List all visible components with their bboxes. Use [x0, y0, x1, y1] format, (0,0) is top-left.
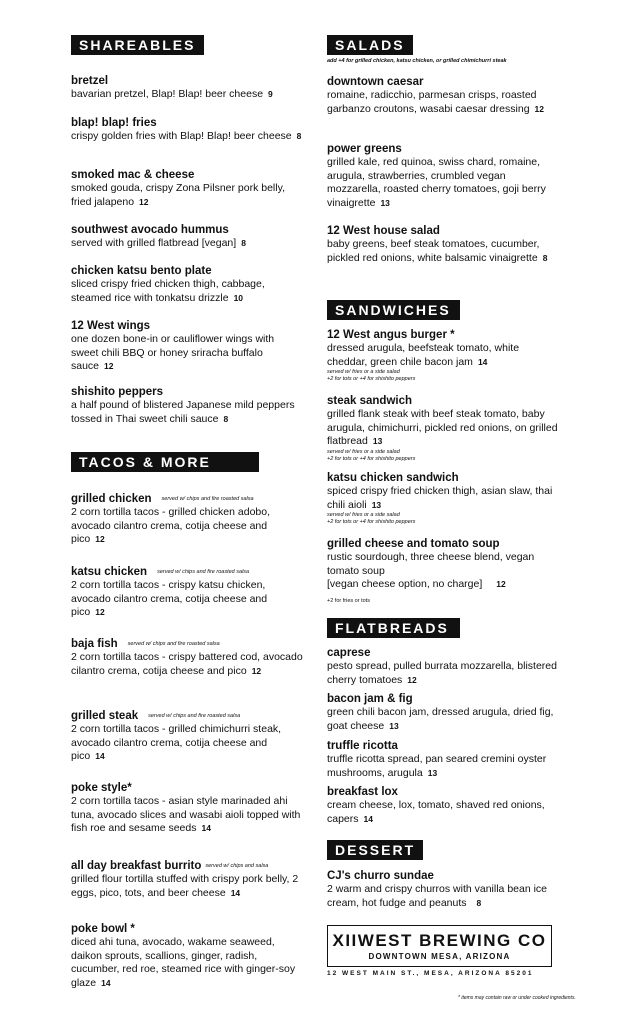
item-desc: grilled flank steak with beef steak tomato, baby arugula, chimichurri, pickled red onions, on grilled flatbread 13	[327, 408, 558, 447]
item-price: 14	[95, 751, 105, 762]
item-note: served w/ fries or a side salad	[327, 448, 400, 455]
menu-item	[71, 492, 303, 547]
item-price: 9	[268, 89, 273, 99]
item-name: bacon jam & fig	[327, 693, 413, 705]
item-name: chicken katsu bento plate	[71, 265, 212, 277]
item-name: grilled chicken served w/ chips and fire roasted salsa	[71, 493, 254, 506]
menu-item	[71, 922, 303, 990]
item-desc: baby greens, beef steak tomatoes, cucumber, pickled red onions, white balsamic vinaigrette 8	[327, 238, 548, 264]
item-price: 12	[139, 196, 149, 207]
item-note: served w/ chips and salsa	[205, 863, 269, 869]
item-name: southwest avocado hummus	[71, 224, 229, 236]
item-name: smoked mac & cheese	[71, 169, 195, 181]
item-desc: 2 corn tortilla tacos - crispy battered cod, avocado cilantro crema, cotija cheese and pico 12	[71, 651, 303, 677]
raw-food-disclaimer: * items may contain raw or under cooked ingredients.	[458, 995, 576, 1001]
brand-location: DOWNTOWN MESA, ARIZONA	[368, 952, 511, 961]
menu-item	[71, 223, 303, 251]
item-price: 12	[104, 361, 114, 371]
item-name: downtown caesar	[327, 76, 424, 88]
menu-item	[327, 692, 562, 733]
item-note: served w/ chips and fire roasted salsa	[127, 641, 220, 647]
item-price: 12	[95, 607, 105, 618]
dessert-header: DESSERT	[327, 840, 423, 860]
item-name: shishito peppers	[71, 386, 164, 398]
menu-item	[71, 319, 303, 374]
item-desc: served with grilled flatbread [vegan] 8	[71, 237, 246, 249]
item-desc: a half pound of blistered Japanese mild peppers tossed in Thai sweet chili sauce 8	[71, 399, 295, 425]
item-price: 8	[241, 238, 246, 248]
item-desc: sliced crispy fried chicken thigh, cabbage, steamed rice with tonkatsu drizzle 10	[71, 278, 265, 304]
tacos-header: TACOS & MORE	[71, 452, 259, 472]
sandwiches-header: SANDWICHES	[327, 300, 460, 320]
item-price: 12	[95, 534, 105, 545]
item-price: 8	[542, 252, 548, 263]
item-note: served w/ chips and fire roasted salsa	[157, 569, 250, 575]
item-price: 14	[363, 813, 373, 824]
menu-item	[71, 709, 303, 764]
item-desc: green chili bacon jam, dressed arugula, dried fig, goat cheese 13	[327, 706, 554, 732]
item-note: served w/ chips and fire roasted salsa	[148, 713, 241, 719]
item-note: +2 for fries or tots	[327, 597, 370, 604]
item-price: 13	[372, 436, 383, 446]
item-desc: 2 corn tortilla tacos - grilled chicken adobo, avocado cilantro crema, cotija cheese and pico 12	[71, 506, 271, 546]
menu-item	[327, 142, 562, 210]
menu-item	[71, 74, 303, 102]
menu-item	[327, 471, 562, 526]
brand-name: XIIWEST BREWING CO	[332, 931, 547, 950]
menu-item	[327, 785, 562, 826]
item-desc: diced ahi tuna, avocado, wakame seaweed, daikon sprouts, scallions, ginger, radish, cucumber, red roe, steamed rice with ginger-soy glaze 14	[71, 936, 296, 989]
menu-item	[327, 869, 562, 910]
item-name: bretzel	[71, 75, 109, 87]
menu-item	[327, 394, 562, 463]
item-name: breakfast lox	[327, 786, 398, 798]
item-price: 8	[476, 897, 482, 908]
item-desc: 2 corn tortilla tacos - asian style marinaded ahi tuna, avocado slices and wasabi aioli topped with fish roe and sesame seeds 14	[71, 795, 301, 834]
address: 12 WEST MAIN ST., MESA, ARIZONA 85201	[327, 970, 534, 977]
item-desc: smoked gouda, crispy Zona Pilsner pork belly, fried jalapeno 12	[71, 182, 285, 208]
item-price: 13	[389, 720, 399, 731]
item-note: served w/ chips and fire roasted salsa	[161, 496, 254, 502]
salads-header: SALADS	[327, 35, 413, 55]
item-name: baja fish served w/ chips and fire roasted salsa	[71, 638, 220, 651]
item-name: grilled cheese and tomato soup	[327, 538, 500, 550]
item-price: 12	[251, 665, 262, 676]
flatbreads-header: FLATBREADS	[327, 618, 460, 638]
item-name: CJ's churro sundae	[327, 870, 434, 882]
menu-item	[327, 739, 562, 780]
item-desc: 2 corn tortilla tacos - crispy katsu chicken, avocado cilantro crema, cotija cheese and pico 12	[71, 579, 268, 619]
item-desc: [vegan cheese option, no charge] 12	[327, 578, 506, 590]
item-desc: pesto spread, pulled burrata mozzarella, blistered cherry tomatoes 12	[327, 660, 557, 686]
item-note: +2 for tots or +4 for shishito peppers	[327, 519, 416, 525]
menu-item	[327, 328, 562, 383]
menu-item	[327, 224, 562, 265]
item-name: 12 West wings	[71, 320, 151, 332]
item-price: 14	[201, 823, 211, 833]
item-name: power greens	[327, 143, 402, 155]
item-name: katsu chicken served w/ chips and fire roasted salsa	[71, 566, 250, 579]
item-name: grilled steak served w/ chips and fire roasted salsa	[71, 710, 241, 723]
item-price: 13	[427, 767, 438, 778]
menu-item	[71, 637, 303, 678]
item-desc: truffle ricotta spread, pan seared cremini oyster mushrooms, arugula 13	[327, 753, 547, 779]
item-desc: 2 warm and crispy churros with vanilla bean ice cream, hot fudge and peanuts 8	[327, 883, 548, 909]
menu-item	[327, 646, 562, 687]
item-price: 14	[477, 356, 488, 367]
item-name: steak sandwich	[327, 395, 413, 407]
item-desc: dressed arugula, beefsteak tomato, white cheddar, green chile bacon jam 14	[327, 342, 520, 368]
item-desc: grilled kale, red quinoa, swiss chard, romaine, arugula, strawberries, crumbled vegan mozzarella, roasted cherry tomatoes, goji berry vinaigrette 13	[327, 156, 546, 209]
item-desc: rustic sourdough, three cheese blend, vegan tomato soup	[327, 551, 535, 577]
item-name: blap! blap! fries	[71, 117, 157, 129]
item-price: 12	[534, 103, 544, 114]
item-desc: crispy golden fries with Blap! Blap! beer cheese 8	[71, 130, 302, 142]
item-price: 8	[223, 413, 229, 424]
item-price: 14	[101, 977, 111, 988]
item-name: 12 West angus burger *	[327, 329, 455, 341]
item-name: poke style*	[71, 782, 132, 794]
item-name: 12 West house salad	[327, 225, 440, 237]
item-desc: spiced crispy fried chicken thigh, asian slaw, thai chili aioli 13	[327, 485, 553, 511]
menu-item	[71, 781, 303, 836]
brewery-logo	[327, 925, 552, 967]
item-price: 12	[496, 579, 506, 589]
item-price: 13	[371, 499, 382, 510]
menu-item	[327, 537, 562, 605]
item-note: +2 for tots or +4 for shishito peppers	[327, 376, 416, 382]
menu-item	[71, 565, 303, 620]
item-name: caprese	[327, 647, 371, 659]
item-desc: grilled flour tortilla stuffed with crispy pork belly, 2 eggs, pico, tots, and beer cheese 14	[71, 873, 299, 899]
menu-item	[71, 116, 303, 144]
item-name: truffle ricotta	[327, 740, 398, 752]
item-price: 13	[380, 197, 390, 208]
item-desc: cream cheese, lox, tomato, shaved red onions, capers 14	[327, 799, 545, 825]
item-name: poke bowl *	[71, 923, 135, 935]
item-name: katsu chicken sandwich	[327, 472, 459, 484]
item-price: 10	[233, 292, 244, 303]
item-note: served w/ fries or a side salad	[327, 512, 400, 518]
menu-item	[327, 75, 562, 116]
item-price: 8	[296, 131, 302, 141]
item-desc: one dozen bone-in or cauliflower wings with sweet chili BBQ or honey sriracha buffalo sauce 12	[71, 333, 275, 372]
menu-item	[71, 168, 303, 209]
item-desc: 2 corn tortilla tacos - grilled chimichurri steak, avocado cilantro crema, cotija cheese and pico 14	[71, 723, 282, 763]
item-price: 14	[230, 887, 241, 898]
shareables-header: SHAREABLES	[71, 35, 204, 55]
item-desc: romaine, radicchio, parmesan crisps, roasted garbanzo croutons, wasabi caesar dressing 12	[327, 89, 544, 115]
item-name: all day breakfast burrito served w/ chips and salsa	[71, 860, 269, 873]
item-desc: bavarian pretzel, Blap! Blap! beer cheese 9	[71, 88, 273, 100]
menu-item	[71, 385, 303, 426]
menu-item	[71, 859, 303, 900]
item-note: served w/ fries or a side salad	[327, 369, 400, 375]
item-note: +2 for tots or +4 for shishito peppers	[327, 455, 416, 462]
item-price: 12	[407, 674, 417, 685]
menu-item	[71, 264, 303, 305]
salads-subtitle: add +4 for grilled chicken, katsu chicken, or grilled chimichurri steak	[327, 58, 507, 64]
